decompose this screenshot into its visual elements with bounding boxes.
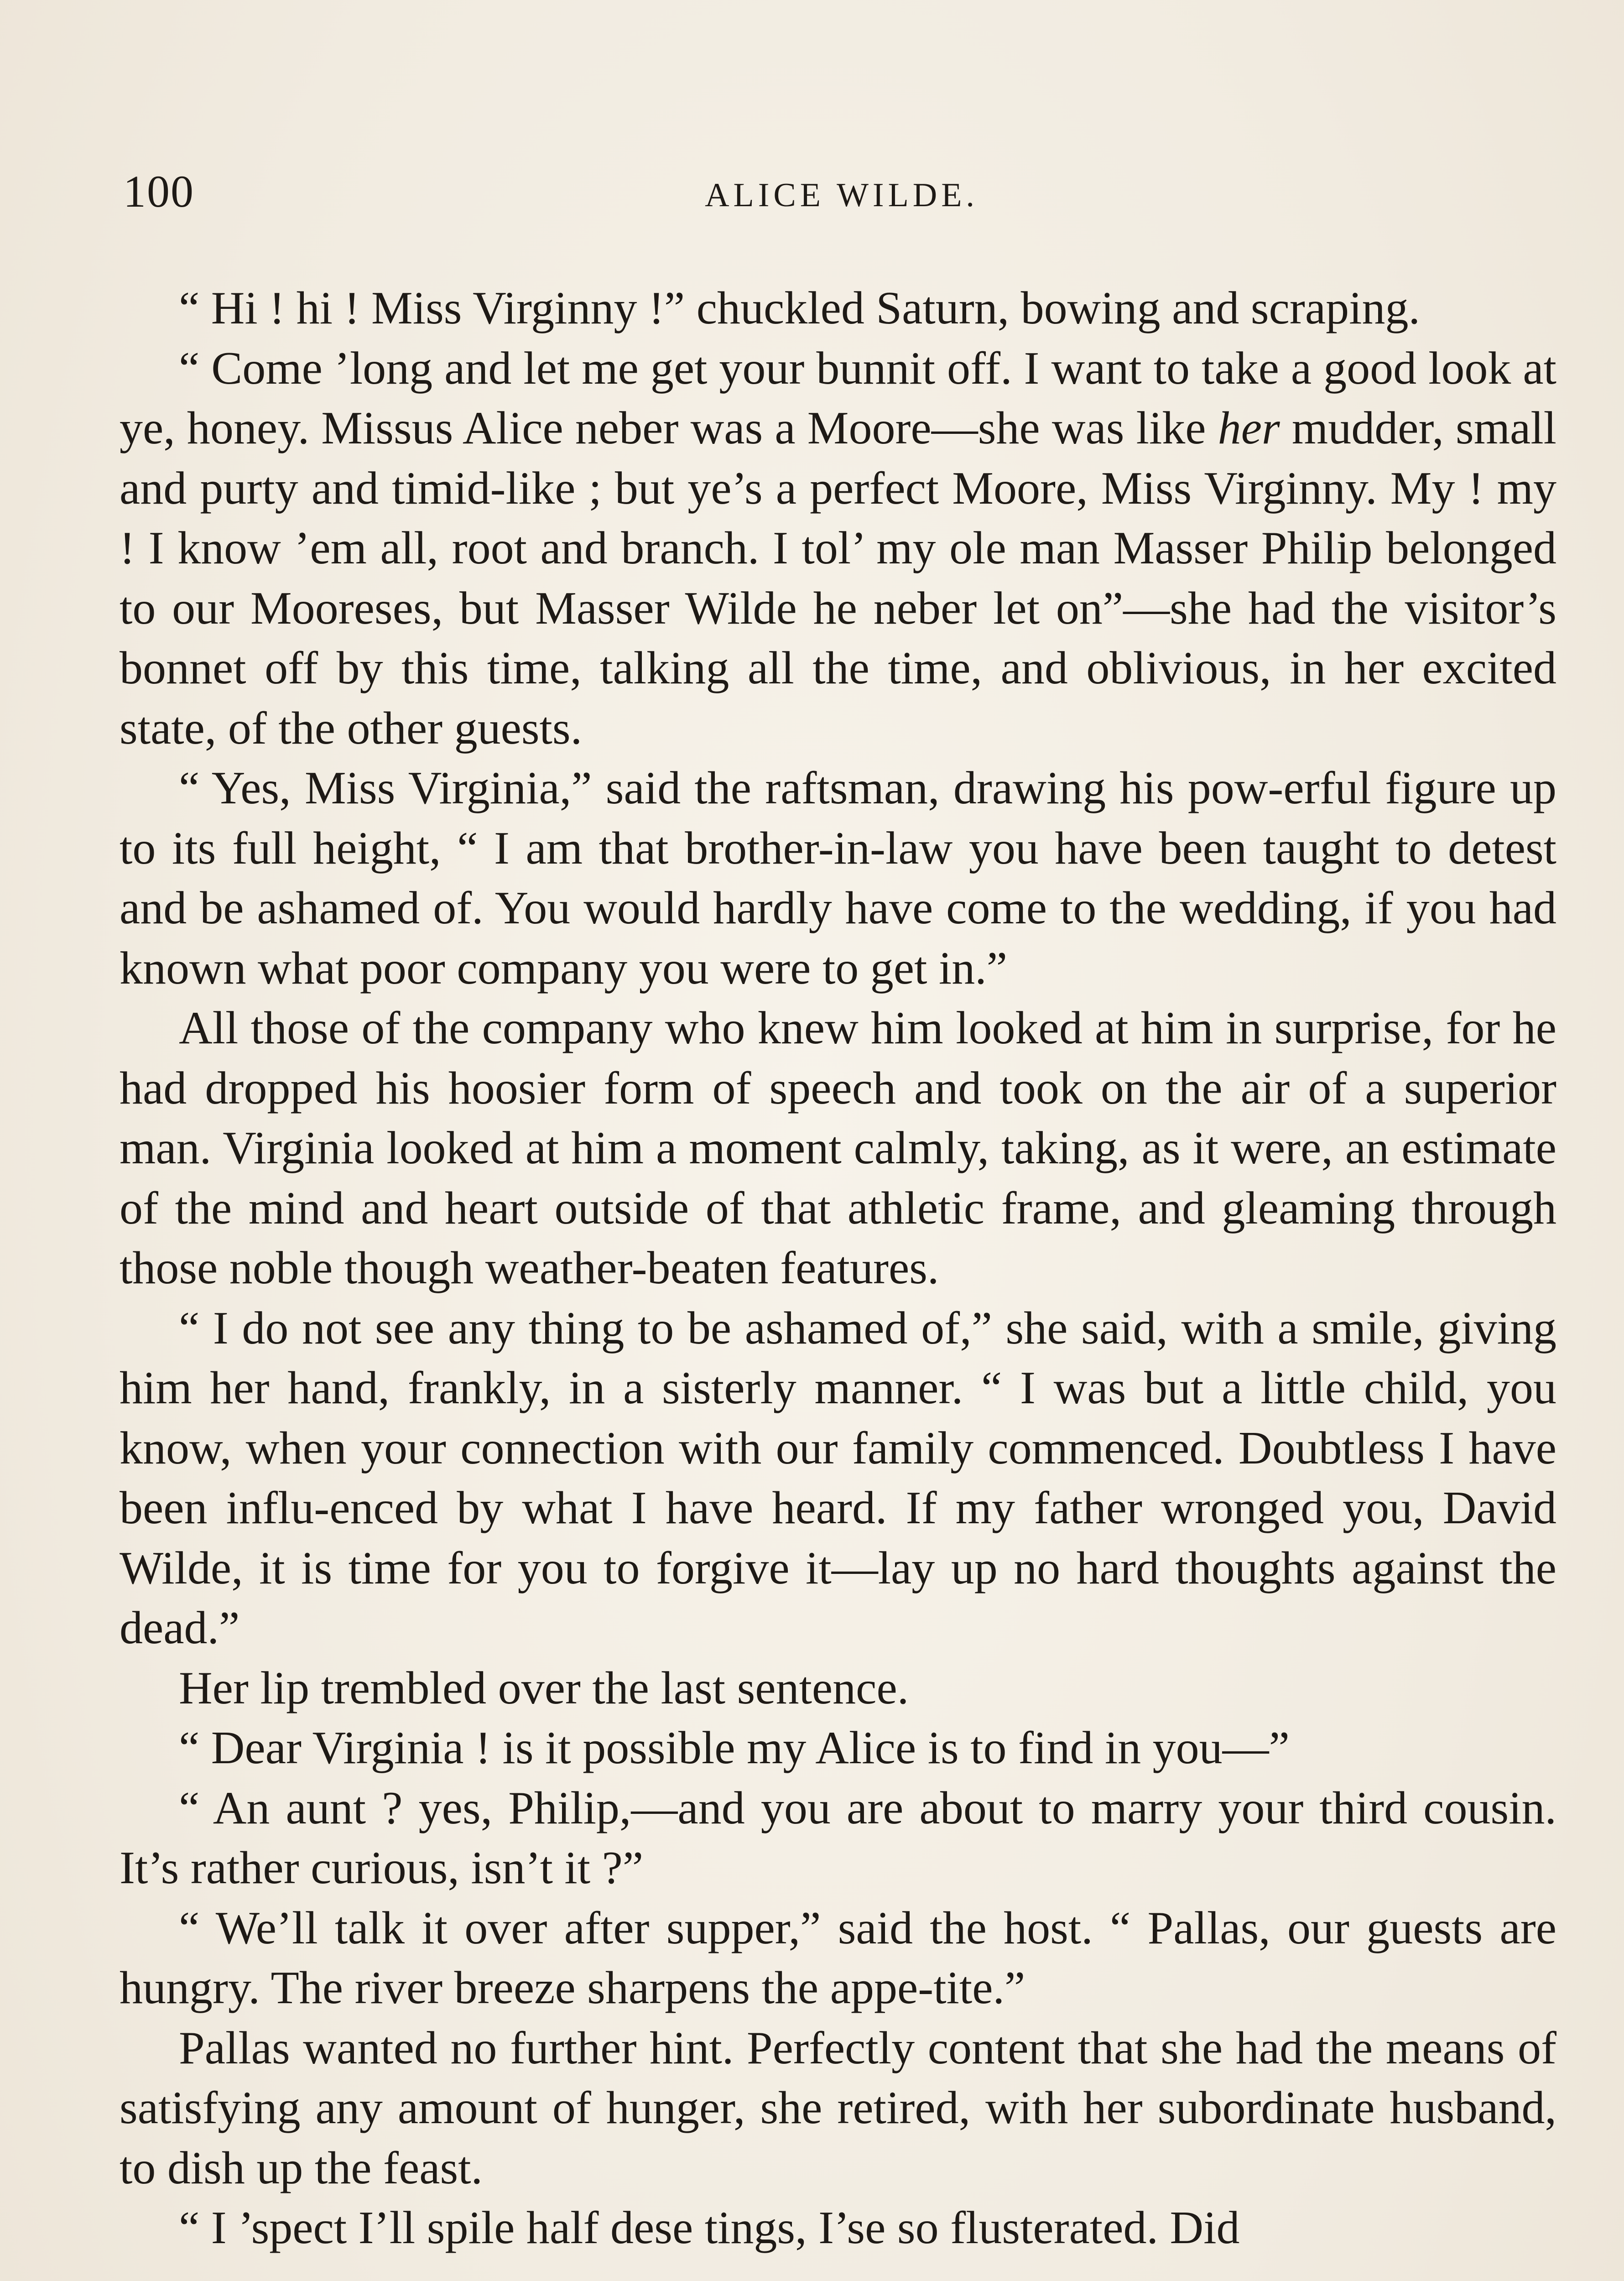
page-number: 100 [123,166,194,217]
paragraph: All those of the company who knew him looked at him in surprise, for he had dropped his hoosier form of speech and took on the air of a superior man. Virginia looked at him a moment calmly, taking, as it were, an estimate of the mind and heart outside of that athletic frame, and gleaming through those noble though weather-beaten features. [120,1002,1556,1294]
paragraph: Her lip trembled over the last sentence. [179,1662,909,1714]
page-header [123,164,1560,219]
paragraph: “ I ’spect I’ll spile half dese tings, I’se so flusterated. Did [179,2202,1240,2254]
running-title: ALICE WILDE. [705,177,979,214]
paragraph: “ Hi ! hi ! Miss Virginny !” chuckled Saturn, bowing and scraping. [179,282,1420,334]
emphasis: her [1218,402,1280,454]
paragraph: Pallas wanted no further hint. Perfectly content that she had the means of satisfying any amount of hunger, she retired, with her subordinate husband, to dish up the feast. [120,2022,1556,2194]
paragraph: “ An aunt ? yes, Philip,—and you are about to marry your third cousin. It’s rather curious, isn’t it ?” [120,1782,1556,1894]
body-text [120,278,1556,2258]
paragraph: “ Yes, Miss Virginia,” said the raftsman, drawing his pow-erful figure up to its full height, “ I am that brother-in-law you have been taught to detest and be ashamed of. You would hardly have come to the wedding, if you had known what poor company you were to get in.” [120,762,1556,994]
paragraph: “ We’ll talk it over after supper,” said the host. “ Pallas, our guests are hungry. The river breeze sharpens the appe-tite.” [120,1902,1556,2014]
paragraph: “ I do not see any thing to be ashamed of,” she said, with a smile, giving him her hand, frankly, in a sisterly manner. “ I was but a little child, you know, when your connection with our family commenced. Doubtless I have been influ-enced by what I have heard. If my father wronged you, David Wilde, it is time for you to forgive it—lay up no hard thoughts against the dead.” [120,1302,1556,1654]
paragraph: “ Dear Virginia ! is it possible my Alice is to find in you—” [179,1722,1290,1774]
paragraph: “ Come ’long and let me get your bunnit off. I want to take a good look at ye, honey. Missus Alice neber was a Moore—she was like her mudder, small and purty and timid-like ; but ye’s a perfect Moore, Miss Virginny. My ! my ! I know ’em all, root and branch. I tol’ my ole man Masser Philip belonged to our Mooreses, but Masser Wilde he neber let on”—she had the visitor’s bonnet off by this time, talking all the time, and oblivious, in her excited state, of the other guests. [120,342,1556,754]
